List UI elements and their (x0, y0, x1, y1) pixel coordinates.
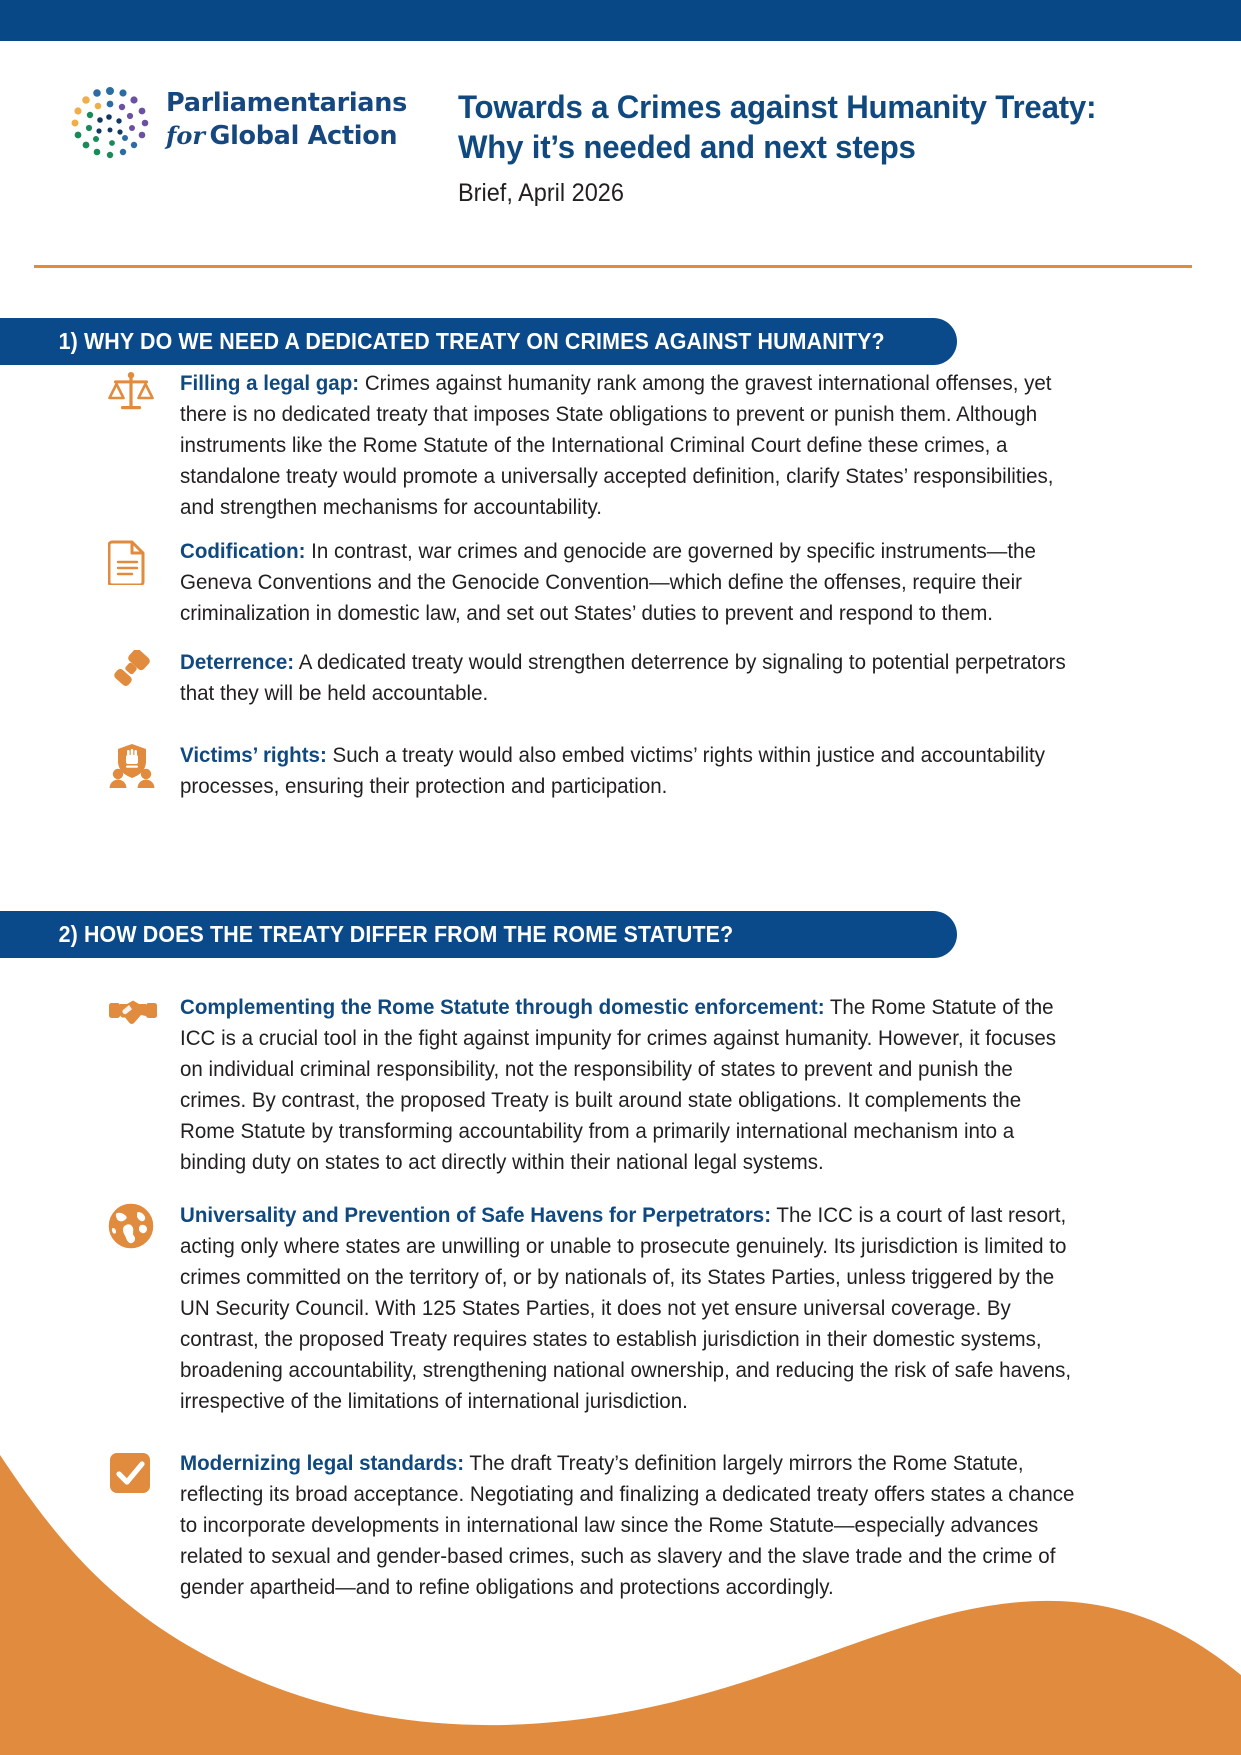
logo-global-action: Global Action (209, 120, 398, 151)
list-item-body: The ICC is a court of last resort, acting only where states are unwilling or unable to prosecute genuinely. Its jurisdiction is limited to crimes committed on the territory of, or by nationals of, its States Parties, unless triggered by the UN Security Council. With 125 States Parties, it does not yet ensure universal coverage. By contrast, the proposed Treaty requires states to establish jurisdiction in their domestic systems, broadening accountability, strengthening national ownership, and reducing the risk of safe havens, irrespective of the limitations of international jurisdiction. (180, 1203, 1072, 1413)
list-item-lead: Universality and Prevention of Safe Havens for Perpetrators: (180, 1203, 772, 1227)
list-item (108, 1200, 1118, 1417)
list-item (108, 647, 1118, 709)
scales-of-justice-icon (108, 368, 180, 523)
pga-spiral-dots-logo (62, 75, 158, 171)
page-title-line-2: Why it’s needed and next steps (458, 128, 916, 165)
gavel-icon (108, 647, 180, 709)
list-item (108, 740, 1118, 802)
list-item (108, 536, 1118, 629)
list-item-lead: Deterrence: (180, 650, 295, 674)
section-heading-banner-2 (0, 911, 957, 958)
page-subtitle: Brief, April 2026 (458, 179, 624, 208)
page-title (458, 88, 1149, 167)
list-item (108, 992, 1118, 1178)
logo-for-word: for (166, 120, 205, 150)
logo-line-1: Parliamentarians (166, 88, 407, 118)
handshake-icon (108, 992, 180, 1178)
organization-logo (62, 73, 407, 173)
top-blue-bar (0, 0, 1241, 41)
list-item-body: Crimes against humanity rank among the gravest international offenses, yet there is no dedicated treaty that imposes State obligations to prevent or punish them. Although instruments like the Rome Statute of the International Criminal Court define these crimes, a standalone treaty would promote a universally accepted definition, clarify States’ responsibilities, and strengthen mechanisms for accountability. (180, 371, 1054, 519)
list-item-lead: Victims’ rights: (180, 743, 327, 767)
list-item-text (180, 740, 1076, 802)
list-item-text (180, 1200, 1076, 1417)
list-item-text (180, 368, 1076, 523)
list-item-body: In contrast, war crimes and genocide are governed by specific instruments—the Geneva Conventions and the Genocide Convention—which define the offenses, require their criminalization in domestic law, and set out States’ duties to prevent and respond to them. (180, 539, 1036, 625)
logo-line-2 (166, 120, 406, 151)
list-item-text (180, 647, 1076, 709)
globe-icon (108, 1200, 180, 1417)
victims-shield-fist-icon (108, 740, 180, 802)
document-icon (108, 536, 180, 629)
list-item-body: A dedicated treaty would strengthen deterrence by signaling to potential perpetrators that they will be held accountable. (180, 650, 1066, 705)
title-block (458, 88, 1178, 208)
list-item-lead: Modernizing legal standards: (180, 1451, 465, 1475)
bottom-wave-decoration (0, 1425, 1241, 1755)
list-item-text (180, 992, 1076, 1178)
section-heading-text-1: 1) WHY DO WE NEED A DEDICATED TREATY ON CRIMES AGAINST HUMANITY? (58, 328, 885, 354)
list-item (108, 368, 1118, 523)
list-item-body: The Rome Statute of the ICC is a crucial tool in the fight against impunity for crimes against humanity. However, it focuses on individual criminal responsibility, not the responsibility of states to prevent and punish the crimes. By contrast, the proposed Treaty is built around state obligations. It complements the Rome Statute by transforming accountability from a primarily international mechanism into a binding duty on states to act directly within their national legal systems. (180, 995, 1057, 1174)
list-item-lead: Codification: (180, 539, 306, 563)
list-item-text (180, 536, 1076, 629)
section-heading-banner-1 (0, 318, 957, 365)
header-divider-rule (34, 265, 1192, 268)
list-item-lead: Complementing the Rome Statute through domestic enforcement: (180, 995, 825, 1019)
document-header (0, 41, 1241, 241)
list-item-body: The draft Treaty’s definition largely mirrors the Rome Statute, reflecting its broad acceptance. Negotiating and finalizing a dedicated treaty offers states a chance to incorporate developments in international law since the Rome Statute—especially advances related to sexual and gender-based crimes, such as slavery and the slave trade and the crime of gender apartheid—and to refine obligations and protections accordingly. (180, 1451, 1075, 1599)
logo-wordmark (166, 88, 407, 151)
list-item-body: Such a treaty would also embed victims’ rights within justice and accountability processes, ensuring their protection and participation. (180, 743, 1046, 798)
section-heading-text-2: 2) HOW DOES THE TREATY DIFFER FROM THE ROME STATUTE? (58, 921, 734, 947)
list-item-lead: Filling a legal gap: (180, 371, 360, 395)
page-title-line-1: Towards a Crimes against Humanity Treaty: (458, 89, 1097, 125)
